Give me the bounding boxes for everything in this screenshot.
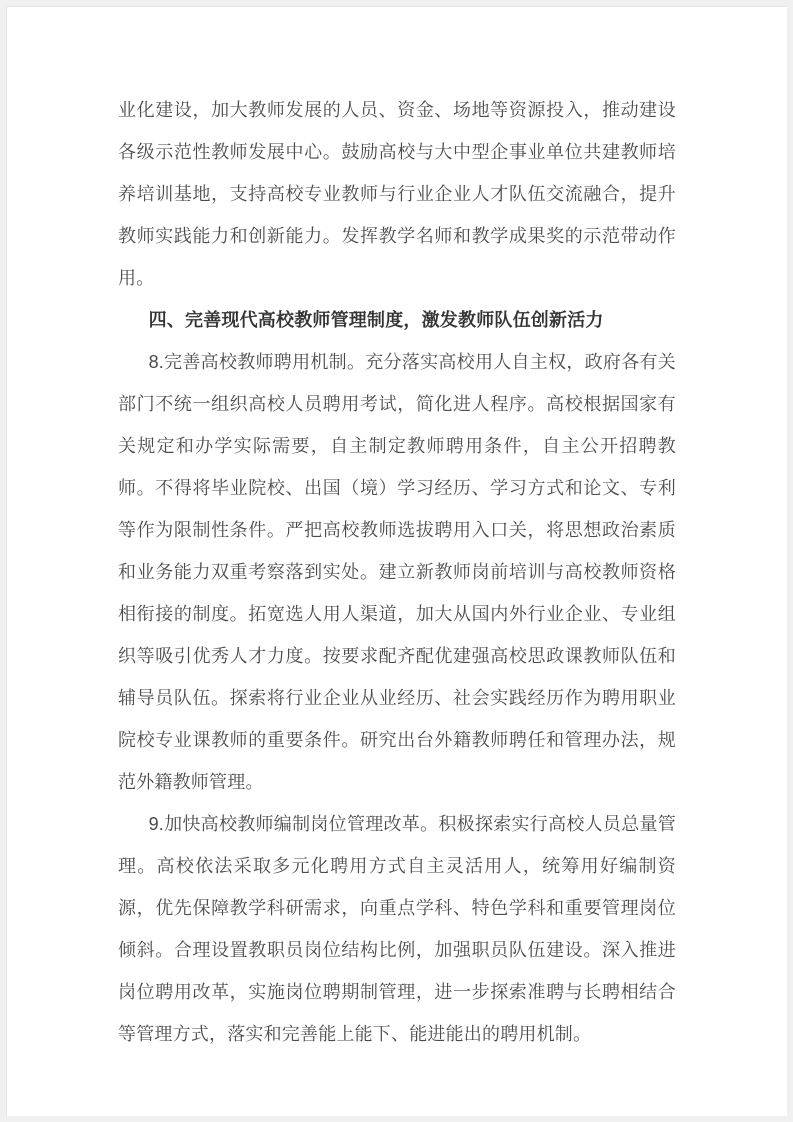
- document-body: [118, 89, 676, 1055]
- section-heading: 四、完善现代高校教师管理制度，激发教师队伍创新活力: [148, 310, 604, 330]
- paragraph: 8.完善高校教师聘用机制。充分落实高校用人自主权，政府各有关部门不统一组织高校人员聘用考试，简化进人程序。高校根据国家有关规定和办学实际需要，自主制定教师聘用条件，自主公开招聘教师。不得将毕业院校、出国（境）学习经历、学习方式和论文、专利等作为限制性条件。严把高校教师选拔聘用入口关，将思想政治素质和业务能力双重考察落到实处。建立新教师岗前培训与高校教师资格相衔接的制度。拓宽选人用人渠道，加大从国内外行业企业、专业组织等吸引优秀人才力度。按要求配齐配优建强高校思政课教师队伍和辅导员队伍。探索将行业企业从业经历、社会实践经历作为聘用职业院校专业课教师的重要条件。研究出台外籍教师聘任和管理办法，规范外籍教师管理。: [118, 352, 676, 792]
- paragraph: 业化建设，加大教师发展的人员、资金、场地等资源投入，推动建设各级示范性教师发展中心。鼓励高校与大中型企事业单位共建教师培养培训基地，支持高校专业教师与行业企业人才队伍交流融合，提升教师实践能力和创新能力。发挥教学名师和教学成果奖的示范带动作用。: [118, 100, 676, 288]
- document-page: [6, 6, 787, 1116]
- paragraph: 9.加快高校教师编制岗位管理改革。积极探索实行高校人员总量管理。高校依法采取多元化聘用方式自主灵活用人，统筹用好编制资源，优先保障教学科研需求，向重点学科、特色学科和重要管理岗位倾斜。合理设置教职员岗位结构比例，加强职员队伍建设。深入推进岗位聘用改革，实施岗位聘期制管理，进一步探索准聘与长聘相结合等管理方式，落实和完善能上能下、能进能出的聘用机制。: [118, 814, 676, 1044]
